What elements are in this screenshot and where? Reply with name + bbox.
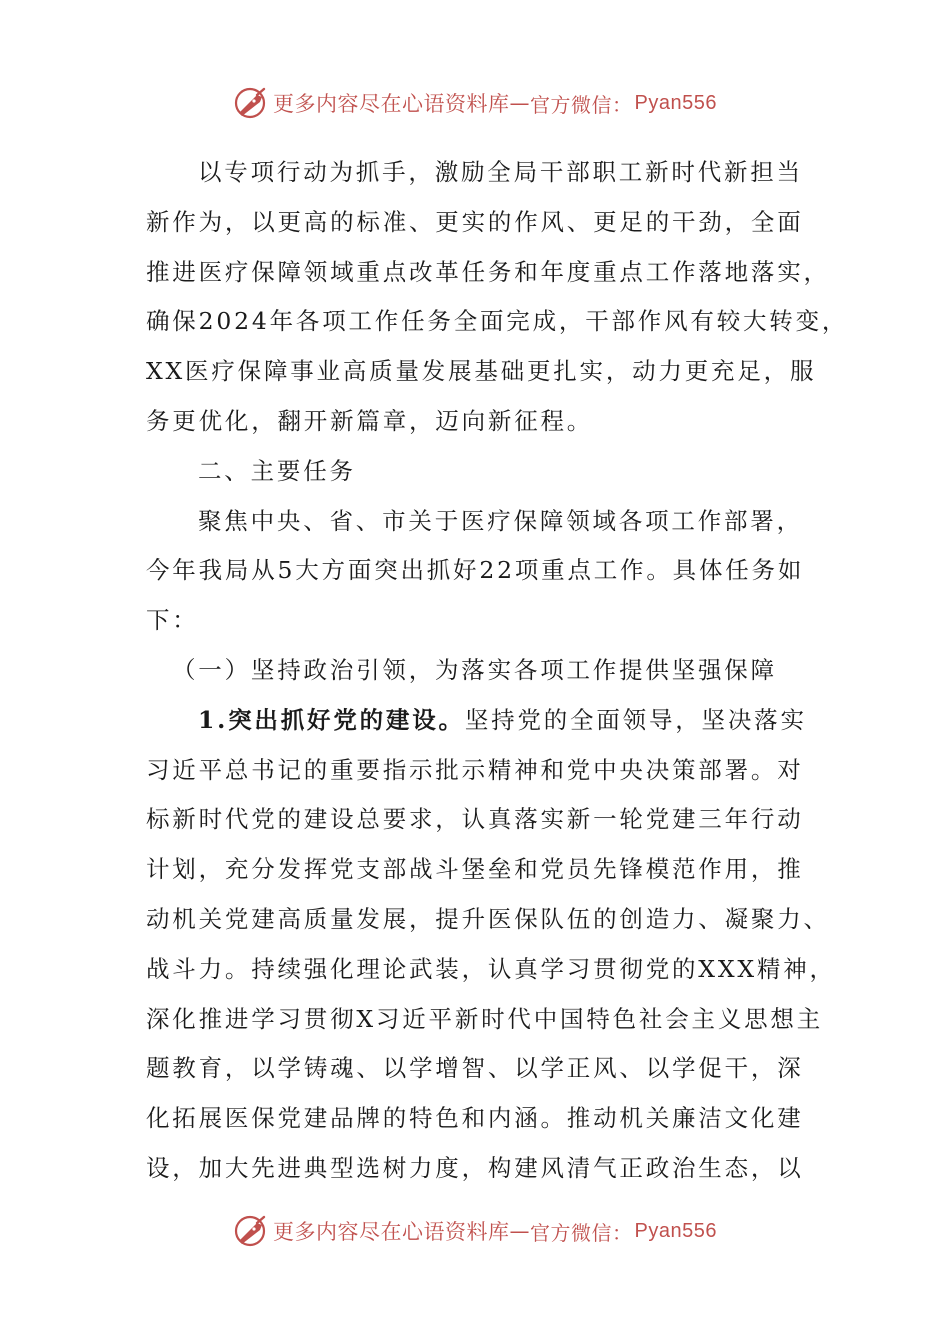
paragraph-line: 战斗力。持续强化理论武装，认真学习贯彻党的XXX精神， [146,954,836,983]
paragraph-line: 化拓展医保党建品牌的特色和内涵。推动机关廉洁文化建 [146,1104,804,1133]
paragraph-line: 下： [146,606,199,635]
watermark-brand: 更多内容尽在心语资料库 [273,92,510,116]
pen-nib-logo-icon [233,85,269,121]
watermark-wechat-id: Pyan556 [634,91,717,114]
subsection-heading: （一）坚持政治引领，为落实各项工作提供坚强保障 [172,655,777,684]
watermark-header [0,83,950,123]
paragraph-line: 习近平总书记的重要指示批示精神和党中央决策部署。对 [146,755,804,784]
watermark-label: 官方微信： [530,1220,633,1245]
pen-nib-logo-icon [233,1213,269,1249]
paragraph-line: 今年我局从5大方面突出抓好22项重点工作。具体任务如 [146,556,805,585]
item-heading: 1.突出抓好党的建设。 [198,705,465,734]
watermark-wechat-id: Pyan556 [634,1219,717,1242]
section-heading: 二、主要任务 [198,456,356,485]
paragraph-line: 推进医疗保障领域重点改革任务和年度重点工作落地落实， [146,257,830,286]
watermark-dash: — [509,1219,531,1243]
paragraph-line: 计划，充分发挥党支部战斗堡垒和党员先锋模范作用，推 [146,855,804,884]
paragraph-line: 深化推进学习贯彻X习近平新时代中国特色社会主义思想主 [146,1004,824,1033]
paragraph-line: 以专项行动为抓手，激励全局干部职工新时代新担当 [198,158,803,186]
watermark-brand: 更多内容尽在心语资料库 [273,1220,510,1244]
document-body [146,148,849,1194]
paragraph-line: 聚焦中央、省、市关于医疗保障领域各项工作部署， [198,506,803,535]
paragraph-line: XX医疗保障事业高质量发展基础更扎实，动力更充足，服 [146,357,817,386]
item-heading-rest: 坚持党的全面领导，坚决落实 [464,705,807,734]
paragraph-line: 标新时代党的建设总要求，认真落实新一轮党建三年行动 [146,805,804,834]
watermark-dash: — [509,91,531,115]
paragraph-line: 设，加大先进典型选树力度，构建风清气正政治生态，以 [146,1153,804,1182]
paragraph-line: 务更优化，翻开新篇章，迈向新征程。 [146,406,594,435]
paragraph-line: 确保2024年各项工作任务全面完成，干部作风有较大转变， [146,307,849,336]
watermark-label: 官方微信： [530,92,633,117]
paragraph-line: 新作为，以更高的标准、更实的作风、更足的干劲，全面 [146,207,804,236]
item-heading-line [146,696,811,746]
paragraph-line: 动机关党建高质量发展，提升医保队伍的创造力、凝聚力、 [146,904,830,933]
watermark-footer [0,1211,950,1251]
paragraph-line: 题教育，以学铸魂、以学增智、以学正风、以学促干，深 [146,1054,804,1083]
